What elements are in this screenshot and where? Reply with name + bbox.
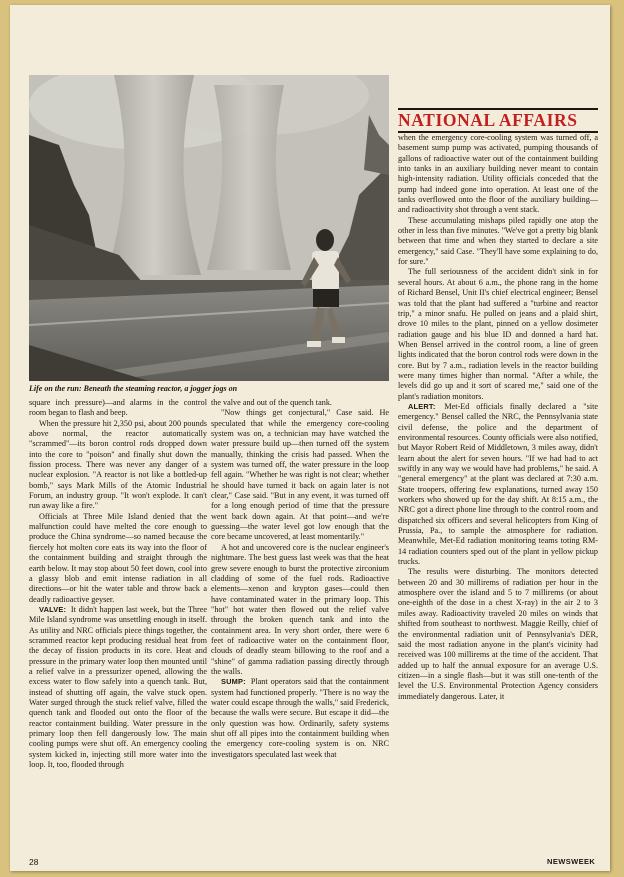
paragraph-text: A hot and uncovered core is the nuclear engineer's nightmare. The best guess last week was that the heat grew severe enough to burst the protective zirconium cladding of some of the fuel rods. Radioactive elements—xenon and krypton gases—could then have contaminated water in the primary loop. This "hot" hot water then flowed out the relief valve through the broken quench tank and into the containment area. In very short order, there were 6 feet of radioactive water on the containment floor, clouds of deadly steam billowing to the roof and a "shine" of gamma radiation passing directly through the walls. xyxy=(211,542,389,676)
paragraph-lead: VALVE: xyxy=(39,604,67,614)
paragraph xyxy=(211,543,389,677)
article-column-3 xyxy=(398,133,598,838)
paragraph xyxy=(398,567,598,701)
paragraph-text: The full seriousness of the accident didn't sink in for several hours. At about 6 a.m., the phone rang in the home of Richard Bensel, Unit II's chief electrical engineer; Bensel was told that the plant had suffered a "turbine and reactor trip," a minor snafu. He pulled on jeans and a plaid shirt, drove 10 miles to the plant, pinned on a yellow dosimeter radiation gauge and his blue ID and donned a hard hat. When Bensel arrived in the control room, a line of green lights indicated that the boron control rods were down in the core. But by 7 a.m., radiation levels in the reactor building were many times higher than normal. "After a while, the levels did go up and it sort of scared me," said one of the plant's radiation monitors. xyxy=(398,267,598,401)
paragraph-text: The results were disturbing. The monitors detected between 20 and 30 millirems of radiation per hour in the atmosphere over the island and 5 to 7 millirems (or about one-eighth of the dose in a chest X-ray) in the air 2 to 3 miles away. Radioactivity traveled 20 miles on winds that shifted from southeast to northwest. Maggie Reilly, chief of the environmental radiation unit of Pennsylvania's DER, said the most radiation anyone in the plant's vicinity had received was 100 millirems at the time of the accident. That added up to half the annual exposure for an average U.S. citizen—in a single flash—but it was still one-tenth of the level the U.S. Environmental Protection Agency considers immediately dangerous. Later, it xyxy=(398,567,598,701)
paragraph-text: It didn't happen last week, but the Three Mile Island syndrome was unsettling enough in itself. As utility and NRC officials piece things together, the scrammed reactor kept producing residual heat from the decay of fission products in its core. Heat and pressure in the primary water loop then mounted until a relief valve in a pressurizer opened, allowing the excess water to flow safely into a quench tank. But, instead of shutting off again, the valve stuck open. Water surged through the stuck relief valve, filled the quench tank and flooded out onto the floor of the reactor containment building. Water pressure in the primary loop then fell dangerously low. The main cooling pumps were shut off. An emergency cooling system kicked in, injecting still more water into the loop. It, too, flooded through xyxy=(29,604,207,770)
article-column-1 xyxy=(29,398,207,838)
paragraph xyxy=(29,605,207,771)
paragraph-text: When the pressure hit 2,350 psi, about 200 pounds above normal, the reactor automatically "scrammed"—its boron control rods dropped down into the core to "poison" and finally shut down the fission process. There was never any danger of a nuclear explosion. "A reactor is not like a bottled-up bomb," says Mark Mills of the Atomic Industrial Forum, an industry group. "It won't explode. It can't run away like a fire." xyxy=(29,418,207,511)
paragraph-text: the valve and out of the quench tank. xyxy=(211,398,332,407)
paragraph-text: Plant operators said that the containment system had functioned properly. "There is no way the water could escape through the walls," said Frederick, because the walls were secure. But escape it did—the only question was how. Ordinarily, safety systems shut off all pipes into the containment building when the emergency core-cooling system is on. NRC investigators speculated last week that xyxy=(211,677,389,759)
paragraph xyxy=(29,398,207,419)
paragraph-lead: SUMP: xyxy=(221,677,246,687)
paragraph-text: when the emergency core-cooling system was turned off, a basement sump pump was activated, pumping thousands of gallons of radioactive water out of the containment building into tanks in an auxiliary building never meant to contain high-intensity radiation. Utility officials conceded that the pump had indeed gone into operation. At least one of the tanks overflowed onto the floor of the auxiliary building—and radioactivity shot through a vent stack. xyxy=(398,133,598,215)
paragraph-text: These accumulating mishaps piled rapidly one atop the other in less than five minutes. "We've got a pretty big blank between that time and when they started to declare a site emergency," said Case. "They'll have some explaining to do, for sure." xyxy=(398,215,598,267)
paragraph-text: "Now things get conjectural," Case said. He speculated that while the emergency core-cooling system was on, a technician may have watched the water pressure build up—then turned off the system manually, thinking the crisis had passed. When the system was turned off, the water pressure in the loop fell again. "Whether he was right is not clear; whether he should have turned it back on again later is not clear," Case said. "But in any event, it was turned off for a long enough period of time that the pressure went back down again. At that point—and we're guessing—the water level got low enough that the core became uncovered, at least momentarily." xyxy=(211,408,389,542)
paragraph xyxy=(398,267,598,401)
paragraph-text: square inch pressure)—and alarms in the control room began to flash and beep. xyxy=(29,398,207,418)
jogger-photo xyxy=(29,75,389,381)
paragraph xyxy=(29,419,207,512)
magazine-name: NEWSWEEK xyxy=(547,857,596,866)
paragraph xyxy=(211,408,389,542)
page-number: 28 xyxy=(29,857,39,867)
paragraph-lead: ALERT: xyxy=(408,401,436,411)
photo-caption: Life on the run: Beneath the steaming reactor, a jogger jogs on xyxy=(29,384,238,393)
paragraph xyxy=(398,216,598,268)
paragraph xyxy=(211,398,389,408)
paragraph xyxy=(398,402,598,568)
paragraph xyxy=(211,677,389,760)
paragraph xyxy=(398,133,598,216)
paragraph xyxy=(29,512,207,605)
paragraph-text: Met-Ed officials finally declared a "site emergency." Bensel called the NRC, the Pennsylvania state civil defense, the police and the department of environmental resources. County officials were also notified, but Mayor Robert Reid of Middletown, 3 miles away, didn't learn about the alert for seven hours. "If we had had to act swiftly in any way we would have had problems," he said. A "general emergency" at the plant was declared at 7:30 a.m. State troopers, offering few explanations, turned away 150 workers who showed up for the day shift. At 8:15 a.m., the NRC got a direct phone line through to the control room and dispatched six officers and several helicopters from King of Prussia, Pa., to sample the atmosphere for radiation. Meanwhile, Met-Ed radiation monitoring teams toting RM-14 radiation counters sped out of the plant in yellow pickup trucks. xyxy=(398,401,598,567)
paragraph-text: Officials at Three Mile Island denied that the malfunction could have melted the core enough to produce the China syndrome—so named because the fiercely hot molten core eats its way into the floor of the containment building and straight through the earth below. It may stop about 50 feet down, cool into a glassy blob and emit intense radiation in all directions—or hit the water table and throw back a deadly radioactive geyser. xyxy=(29,511,207,604)
photo-illustration xyxy=(29,75,389,381)
section-header: NATIONAL AFFAIRS xyxy=(398,108,598,133)
article-column-2 xyxy=(211,398,389,838)
